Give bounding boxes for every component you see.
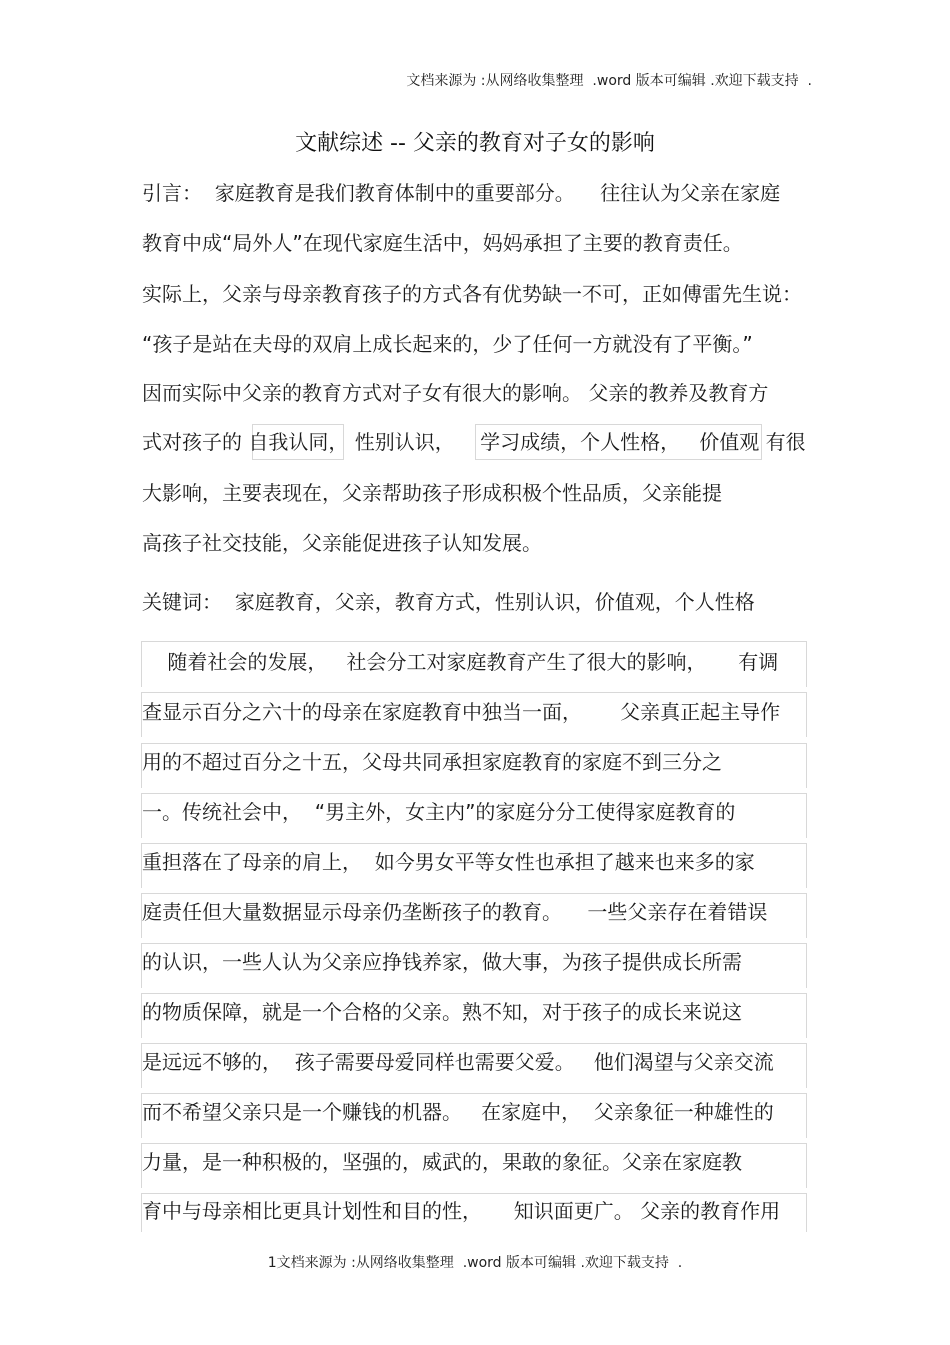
abstract-line: 高孩子社交技能，父亲能促进孩子认知发展。 <box>142 531 542 555</box>
abstract-line: “孩子是站在夫母的双肩上成长起来的，少了任何一方就没有了平衡。” <box>142 332 753 356</box>
body-line: 查显示百分之六十的母亲在家庭教育中独当一面， 父亲真正起主导作 <box>142 700 781 724</box>
abstract-line: 教育中成“局外人”在现代家庭生活中，妈妈承担了主要的教育责任。 <box>142 231 743 255</box>
body-line: 是远远不够的， 孩子需要母爱同样也需要父爱。 他们渴望与父亲交流 <box>142 1050 774 1074</box>
document-title: 文献综述 -- 父亲的教育对子女的影响 <box>295 131 655 156</box>
body-line: 一。传统社会中， “男主外，女主内”的家庭分分工使得家庭教育的 <box>142 800 736 824</box>
page-header: 文档来源为 :从网络收集整理 .word 版本可编辑 .欢迎下载支持 . <box>406 73 812 89</box>
abstract-line: 大影响，主要表现在，父亲帮助孩子形成积极个性品质，父亲能提 <box>142 481 722 505</box>
abstract-line: 式对孩子的 自我认同， 性别认识， 学习成绩，个人性格， 价值观 有很 <box>142 430 806 454</box>
abstract-line: 因而实际中父亲的教育方式对子女有很大的影响。 父亲的教养及教育方 <box>142 381 769 405</box>
body-line: 用的不超过百分之十五，父母共同承担家庭教育的家庭不到三分之 <box>142 750 722 774</box>
keywords-line: 关键词： 家庭教育，父亲，教育方式，性别认识，价值观，个人性格 <box>142 590 755 614</box>
body-line: 重担落在了母亲的肩上， 如今男女平等女性也承担了越来也来多的家 <box>142 850 755 874</box>
body-line: 的认识，一些人认为父亲应挣钱养家，做大事，为孩子提供成长所需 <box>142 950 742 974</box>
page-footer: 1文档来源为 :从网络收集整理 .word 版本可编辑 .欢迎下载支持 . <box>267 1255 683 1271</box>
body-line: 随着社会的发展， 社会分工对家庭教育产生了很大的影响， 有调 <box>142 650 779 674</box>
body-line: 育中与母亲相比更具计划性和目的性， 知识面更广。 父亲的教育作用 <box>142 1199 781 1223</box>
abstract-line: 引言： 家庭教育是我们教育体制中的重要部分。 往往认为父亲在家庭 <box>142 181 781 205</box>
body-line: 而不希望父亲只是一个赚钱的机器。 在家庭中， 父亲象征一种雄性的 <box>142 1100 774 1124</box>
body-line: 庭责任但大量数据显示母亲仍垄断孩子的教育。 一些父亲存在着错误 <box>142 900 768 924</box>
body-line: 的物质保障，就是一个合格的父亲。熟不知，对于孩子的成长来说这 <box>142 1000 742 1024</box>
abstract-line: 实际上，父亲与母亲教育孩子的方式各有优势缺一不可，正如傅雷先生说： <box>142 282 802 306</box>
body-line: 力量，是一种积极的，坚强的，威武的，果敢的象征。父亲在家庭教 <box>142 1150 742 1174</box>
